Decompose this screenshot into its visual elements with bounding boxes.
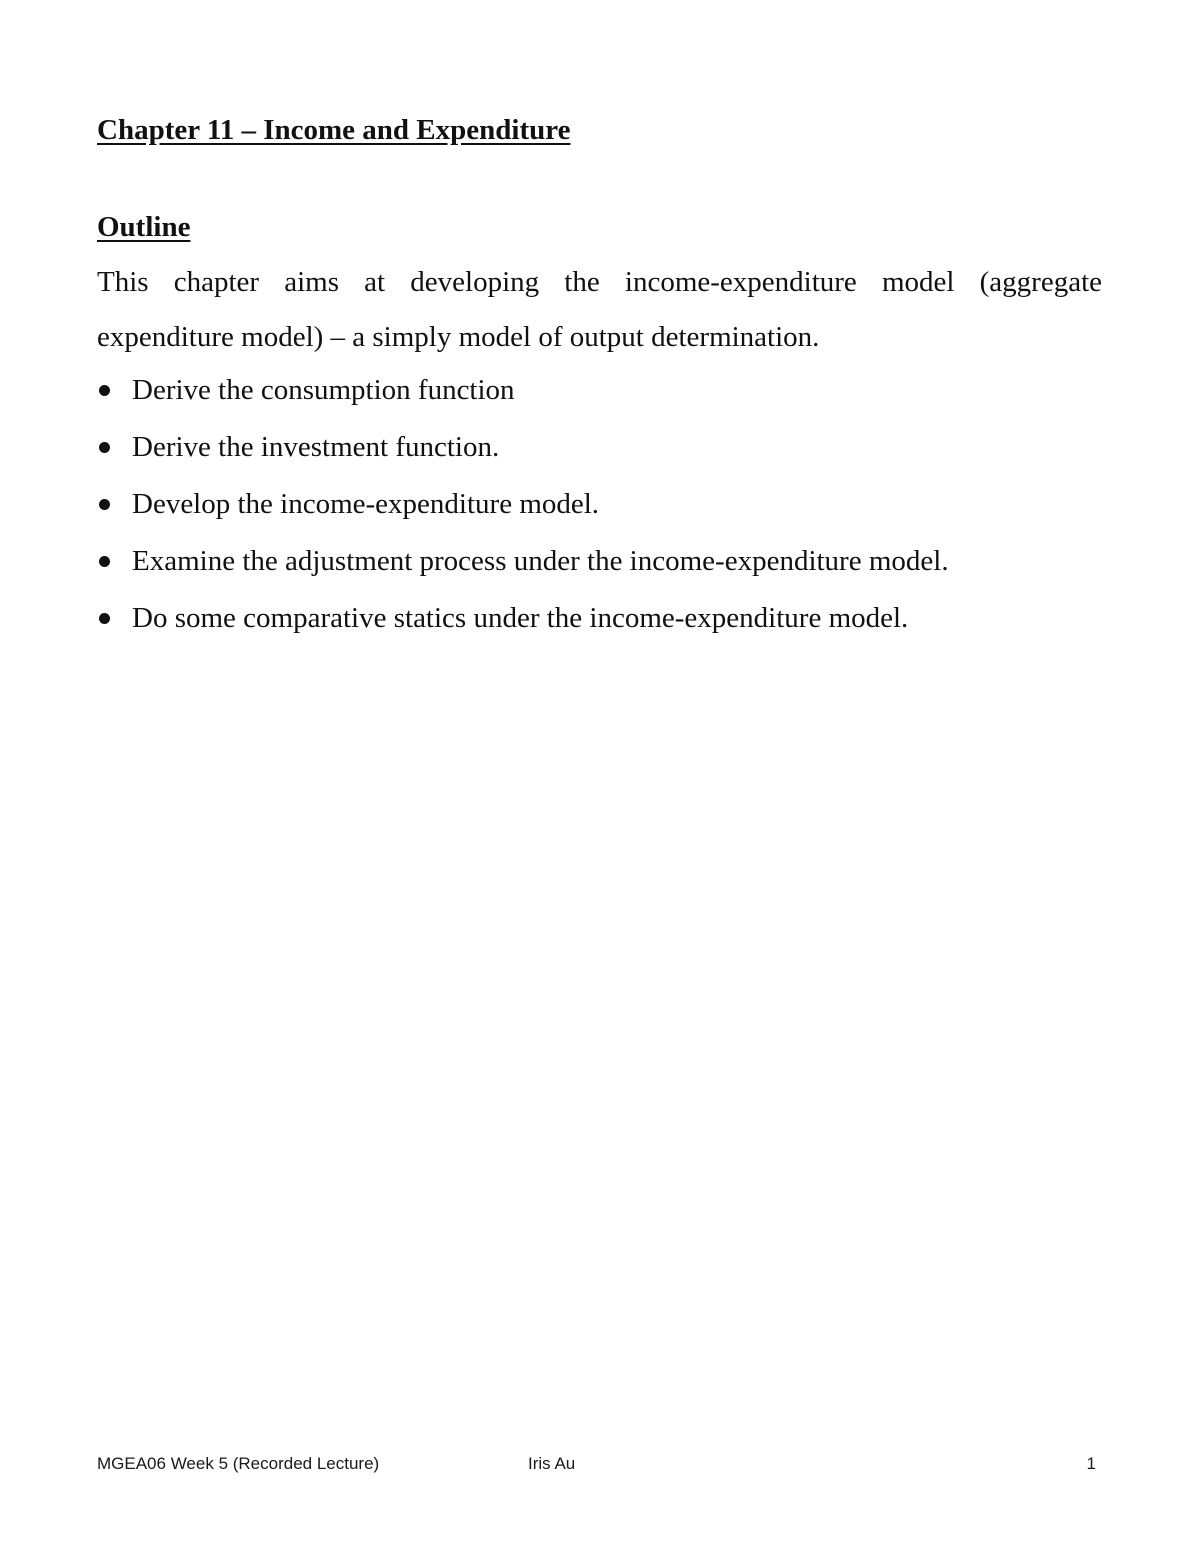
list-item-text: Examine the adjustment process under the income-expenditure model. xyxy=(132,545,949,577)
chapter-title: Chapter 11 – Income and Expenditure xyxy=(97,114,571,146)
bullet-icon xyxy=(99,499,110,510)
bullet-icon xyxy=(99,442,110,453)
footer-page-number: 1 xyxy=(1086,1454,1096,1473)
list-item-text: Derive the investment function. xyxy=(132,431,500,463)
outline-list xyxy=(97,362,1102,647)
footer-author: Iris Au xyxy=(528,1454,576,1473)
footer-course: MGEA06 Week 5 (Recorded Lecture) xyxy=(97,1454,380,1473)
bullet-icon xyxy=(99,556,110,567)
list-item xyxy=(97,419,1102,476)
list-item xyxy=(97,476,1102,533)
outline-heading: Outline xyxy=(97,211,191,243)
bullet-icon xyxy=(99,385,110,396)
list-item-text: Do some comparative statics under the income-expenditure model. xyxy=(132,602,909,634)
list-item xyxy=(97,533,1102,590)
bullet-icon xyxy=(99,613,110,624)
page-footer xyxy=(97,1450,1102,1478)
outline-intro-paragraph: This chapter aims at developing the income-expenditure model (aggregate expenditure model) – a simply model of output determination. xyxy=(97,266,1102,353)
list-item-text: Derive the consumption function xyxy=(132,374,515,406)
list-item-text: Develop the income-expenditure model. xyxy=(132,488,600,520)
list-item xyxy=(97,362,1102,419)
list-item xyxy=(97,590,1102,647)
